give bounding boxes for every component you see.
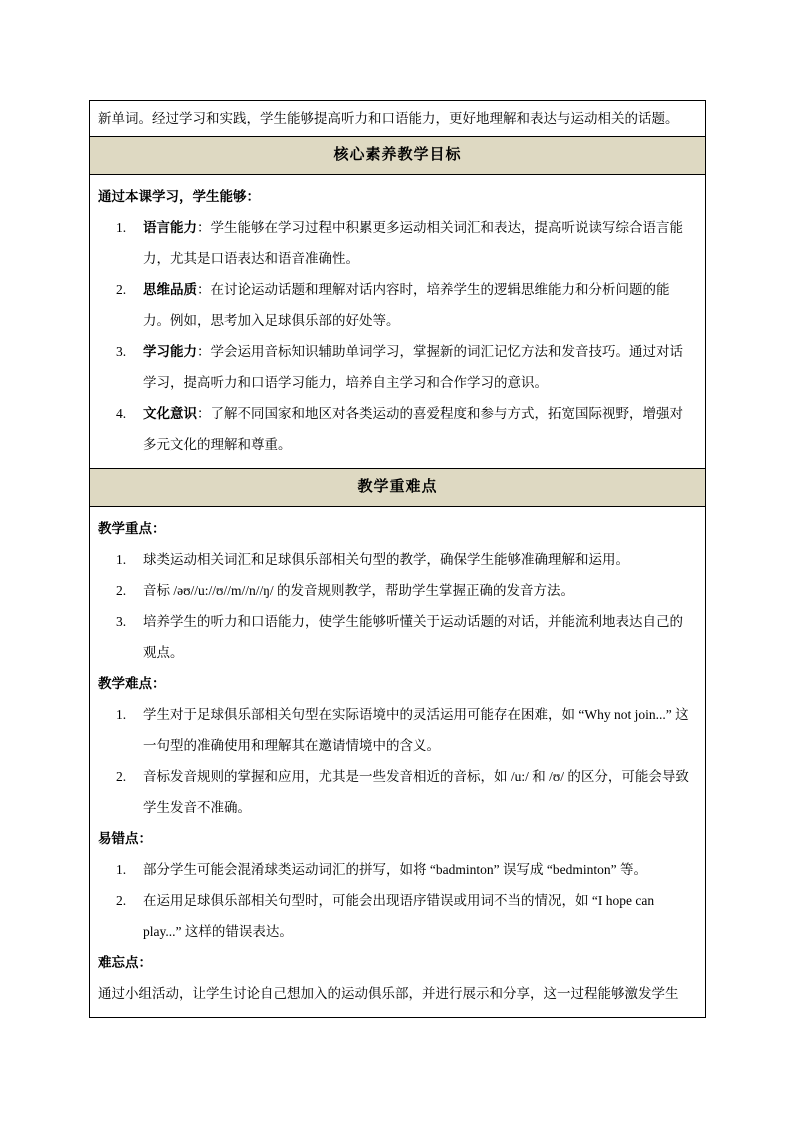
item-label: 学习能力: [143, 344, 197, 359]
item-body: ：学生能够在学习过程中积累更多运动相关词汇和表达，提高听说读写综合语言能力，尤其是口语表达和语音准确性。: [143, 220, 683, 266]
item-text: [143, 212, 695, 274]
lesson-plan-table: [89, 100, 706, 1018]
item-number: 1.: [116, 707, 127, 722]
error-point-item: [98, 854, 695, 885]
item-text: [143, 398, 695, 460]
memorable-points-text: 通过小组活动，让学生讨论自己想加入的运动俱乐部，并进行展示和分享，这一过程能够激发学生: [98, 986, 679, 1001]
item-text: 音标发音规则的掌握和应用，尤其是一些发音相近的音标，如 /u:/ 和 /ʊ/ 的区分，可能会导致学生发音不准确。: [143, 769, 689, 815]
intro-text: 新单词。经过学习和实践，学生能够提高听力和口语能力，更好地理解和表达与运动相关的话题。: [98, 111, 679, 126]
key-difficult-body: [90, 506, 705, 1017]
difficult-point-item: [98, 699, 695, 761]
item-number: 1.: [116, 862, 127, 877]
memorable-points-heading: 难忘点：: [98, 955, 152, 970]
core-goals-lead: 通过本课学习，学生能够：: [98, 189, 260, 204]
item-body: ：了解不同国家和地区对各类运动的喜爱程度和参与方式，拓宽国际视野，增强对多元文化的理解和尊重。: [143, 406, 683, 452]
item-text: 在运用足球俱乐部相关句型时，可能会出现语序错误或用词不当的情况，如 “I hope can play...” 这样的错误表达。: [143, 893, 655, 939]
error-point-item: [98, 885, 695, 947]
item-number: 3.: [116, 614, 127, 629]
goal-item: [98, 398, 695, 460]
item-number: 4.: [116, 406, 127, 421]
item-text: [143, 336, 695, 398]
item-number: 1.: [116, 220, 127, 235]
item-number: 2.: [116, 893, 127, 908]
item-number: 1.: [116, 552, 127, 567]
item-text: 音标 /əʊ//u://ʊ//m//n//ŋ/ 的发音规则教学，帮助学生掌握正确的发音方法。: [143, 583, 574, 598]
item-text: 学生对于足球俱乐部相关句型在实际语境中的灵活运用可能存在困难，如 “Why not join...” 这一句型的准确使用和理解其在邀请情境中的含义。: [143, 707, 689, 753]
item-text: [143, 274, 695, 336]
error-points-heading: 易错点：: [98, 831, 152, 846]
section-header-key-difficult: 教学重难点: [90, 468, 705, 506]
item-text: 培养学生的听力和口语能力，使学生能够听懂关于运动话题的对话，并能流利地表达自己的观点。: [143, 614, 683, 660]
key-point-item: [98, 606, 695, 668]
item-number: 2.: [116, 769, 127, 784]
key-points-heading: 教学重点：: [98, 521, 166, 536]
item-number: 3.: [116, 344, 127, 359]
key-point-item: [98, 544, 695, 575]
item-number: 2.: [116, 282, 127, 297]
difficult-points-heading: 教学难点：: [98, 676, 166, 691]
item-text: 球类运动相关词汇和足球俱乐部相关句型的教学，确保学生能够准确理解和运用。: [143, 552, 629, 567]
difficult-point-item: [98, 761, 695, 823]
goal-item: [98, 212, 695, 274]
goal-item: [98, 336, 695, 398]
goal-item: [98, 274, 695, 336]
item-body: ：学会运用音标知识辅助单词学习，掌握新的词汇记忆方法和发音技巧。通过对话学习，提高听力和口语学习能力，培养自主学习和合作学习的意识。: [143, 344, 683, 390]
section-header-core-goals: 核心素养教学目标: [90, 136, 705, 174]
item-number: 2.: [116, 583, 127, 598]
item-label: 文化意识: [143, 406, 197, 421]
core-goals-body: [90, 174, 705, 468]
key-point-item: [98, 575, 695, 606]
item-label: 语言能力: [143, 220, 197, 235]
item-body: ：在讨论运动话题和理解对话内容时，培养学生的逻辑思维能力和分析问题的能力。例如，思考加入足球俱乐部的好处等。: [143, 282, 670, 328]
item-label: 思维品质: [143, 282, 197, 297]
item-text: 部分学生可能会混淆球类运动词汇的拼写，如将 “badminton” 误写成 “bedminton” 等。: [143, 862, 647, 877]
